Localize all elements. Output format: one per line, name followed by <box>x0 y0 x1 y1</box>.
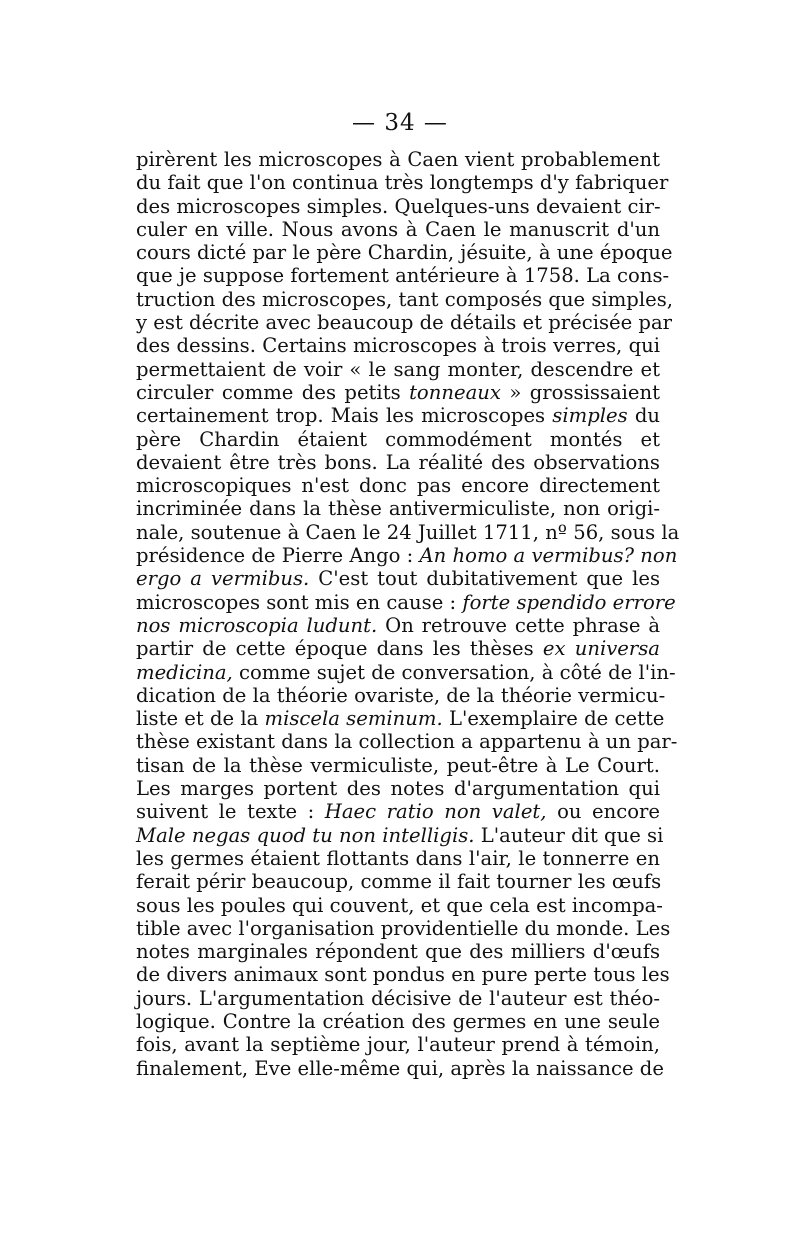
text-segment: circuler comme des petits <box>136 380 410 404</box>
text-segment: suivent le texte : <box>136 800 325 824</box>
text-segment: permettaient de voir « le sang monter, descendre et <box>136 357 660 381</box>
text-segment: liste et de la <box>136 707 265 731</box>
text-segment: truction des microscopes, tant composés que simples, <box>136 287 673 311</box>
page-number: — 34 — <box>352 110 448 136</box>
text-line <box>136 683 666 707</box>
text-line <box>136 800 660 823</box>
italic-text: ergo a vermibus. <box>136 567 310 591</box>
text-segment: partir de cette époque dans les thèses <box>136 637 543 661</box>
text-segment: du fait que l'on continua très longtemps d'y fabriquer <box>136 171 669 195</box>
text-segment: ou encore <box>546 800 661 824</box>
text-line <box>136 847 660 870</box>
text-segment: On retrouve cette phrase à <box>377 613 660 637</box>
text-segment: pirèrent les microscopes à Caen vient probablement <box>136 148 660 171</box>
text-segment: des microscopes simples. Quelques-uns devaient cir- <box>136 194 661 218</box>
text-line <box>136 195 660 218</box>
text-segment: Les marges portent des notes d'argumentation qui <box>136 777 660 801</box>
text-segment: dication de la théorie ovariste, de la théorie vermicu- <box>136 683 666 707</box>
text-line <box>136 171 669 195</box>
text-line <box>136 381 660 404</box>
italic-text: simples <box>552 404 628 428</box>
text-line <box>136 358 660 381</box>
text-segment: notes marginales répondent que des milliers d'œufs <box>136 940 660 964</box>
italic-text: tonneaux <box>409 380 501 404</box>
text-segment: cours dicté par le père Chardin, jésuite, à une époque <box>136 241 673 265</box>
italic-text: Haec ratio non valet, <box>324 800 547 824</box>
italic-text: nos microscopia ludunt. <box>136 613 378 637</box>
text-line <box>136 311 673 335</box>
text-segment: microscopes sont mis en cause : <box>136 590 463 614</box>
text-segment: » grossissaient <box>500 380 660 404</box>
italic-text: medicina, <box>136 660 233 684</box>
text-segment: C'est tout dubitativement que les <box>309 567 660 591</box>
text-segment: finalement, Eve elle-même qui, après la naissance de <box>136 1056 664 1080</box>
text-segment: des dessins. Certains microscopes à trois verres, qui <box>136 334 660 358</box>
italic-text: ex universa <box>542 637 660 661</box>
text-segment: tisan de la thèse vermiculiste, peut-être à Le Court. <box>136 753 660 777</box>
text-line <box>136 893 663 917</box>
text-segment: tible avec l'organisation providentielle du monde. Les <box>136 916 671 940</box>
text-line <box>136 916 671 940</box>
text-line <box>136 660 676 684</box>
text-line <box>136 218 660 241</box>
text-segment: devaient être très bons. La réalité des observations <box>136 450 660 474</box>
text-line <box>136 754 660 777</box>
text-line <box>136 963 670 987</box>
text-segment: y est décrite avec beaucoup de détails et précisée par <box>136 311 673 335</box>
text-segment: présidence de Pierre Ango : <box>136 544 420 568</box>
italic-text: An homo a vermibus? non <box>419 544 678 568</box>
text-line <box>136 730 678 754</box>
text-segment: comme sujet de conversation, à côté de l'in- <box>232 660 676 684</box>
text-segment: thèse existant dans la collection a appartenu à un par- <box>136 730 678 754</box>
text-line <box>136 590 676 614</box>
text-segment: jours. L'argumentation décisive de l'auteur est théo- <box>136 986 660 1010</box>
text-segment: les germes étaient flottants dans l'air, le tonnerre en <box>136 846 660 870</box>
text-segment: ferait périr beaucoup, comme il fait tourner les œufs <box>136 870 662 894</box>
text-line <box>136 1010 660 1033</box>
text-line <box>136 404 660 427</box>
text-line <box>136 544 678 568</box>
text-line <box>136 520 680 544</box>
text-line <box>136 567 660 590</box>
text-line <box>136 497 660 520</box>
text-line <box>136 287 673 311</box>
text-line <box>136 707 665 731</box>
text-segment: nale, soutenue à Caen le 24 Juillet 1711, nº 56, sous la <box>136 520 680 544</box>
italic-text: Male negas quod tu non intelligis. <box>136 823 475 847</box>
text-segment: culer en ville. Nous avons à Caen le manuscrit d'un <box>136 217 660 241</box>
text-segment: L'exemplaire de cette <box>442 707 665 731</box>
text-segment: L'auteur dit que si <box>474 823 664 847</box>
text-line <box>136 777 660 800</box>
text-segment: du <box>627 404 661 428</box>
text-segment: fois, avant la septième jour, l'auteur prend à témoin, <box>136 1033 660 1057</box>
text-line <box>136 148 660 171</box>
text-line <box>136 474 660 497</box>
text-line <box>136 428 660 451</box>
text-line <box>136 264 670 288</box>
text-segment: de divers animaux sont pondus en pure perte tous les <box>136 963 670 987</box>
text-line <box>136 241 673 265</box>
text-line <box>136 451 660 474</box>
text-line <box>136 870 660 893</box>
text-segment: sous les poules qui couvent, et que cela est incompa- <box>136 893 663 917</box>
italic-text: forte spendido errore <box>462 590 676 614</box>
body-text <box>136 148 680 1080</box>
text-line <box>136 614 660 637</box>
text-segment: logique. Contre la création des germes en une seule <box>136 1009 660 1033</box>
text-line <box>136 940 660 963</box>
text-line <box>136 1033 660 1056</box>
text-line <box>136 637 660 660</box>
text-line <box>136 987 660 1010</box>
text-line <box>136 1056 664 1080</box>
text-segment: incriminée dans la thèse antivermiculiste, non origi- <box>136 497 660 521</box>
text-line <box>136 823 664 847</box>
text-segment: que je suppose fortement antérieure à 1758. La cons- <box>136 264 670 288</box>
text-segment: certainement trop. Mais les microscopes <box>136 404 553 428</box>
text-segment: père Chardin étaient commodément montés et <box>136 427 660 451</box>
italic-text: miscela seminum. <box>264 707 443 731</box>
text-segment: microscopiques n'est donc pas encore directement <box>136 474 660 498</box>
text-line <box>136 334 660 357</box>
